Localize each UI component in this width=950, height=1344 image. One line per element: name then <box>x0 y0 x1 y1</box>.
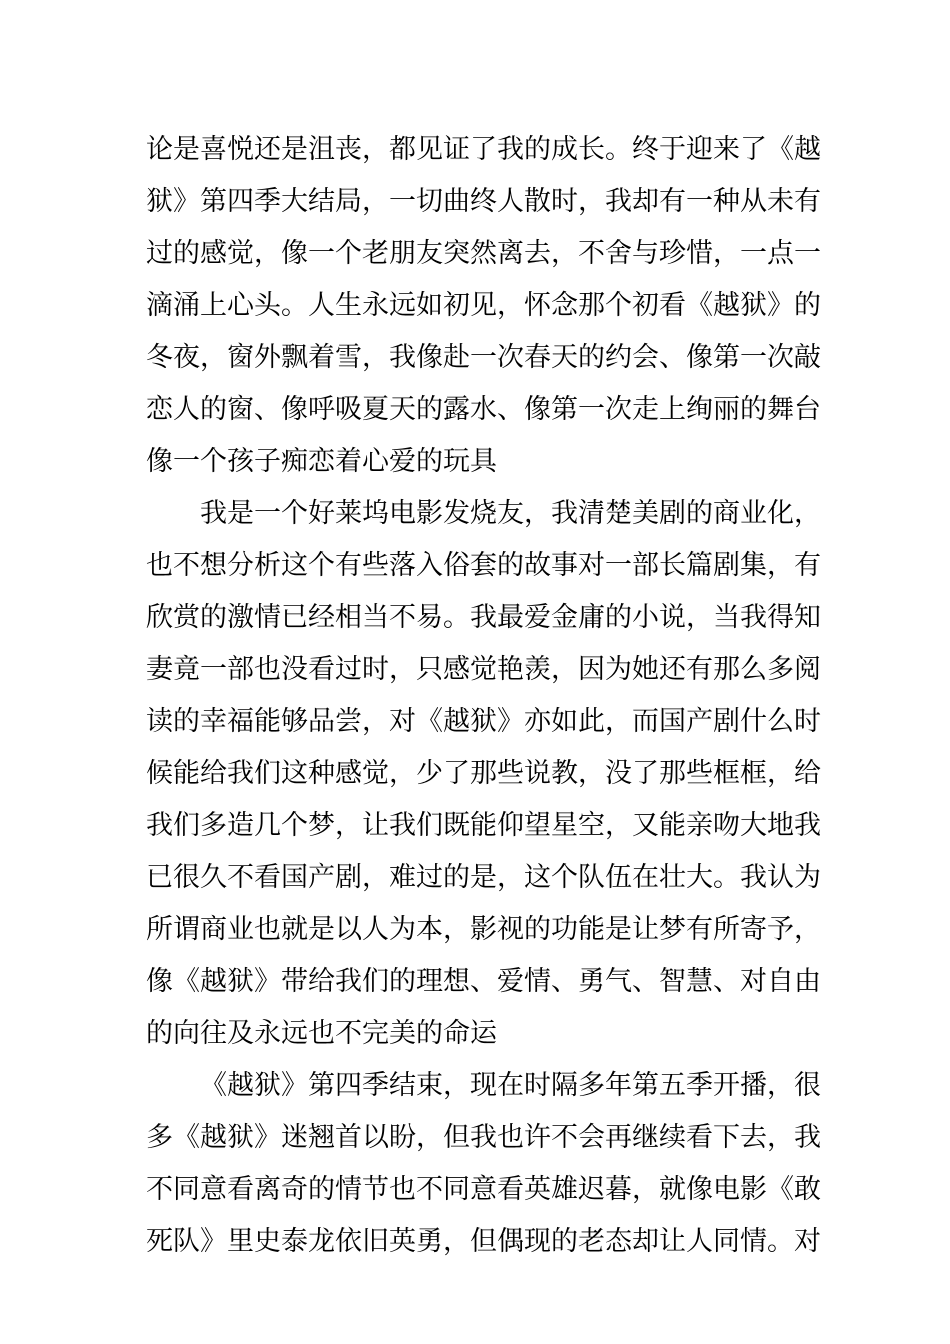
text-line: 冬夜，窗外飘着雪，我像赴一次春天的约会、像第一次敲 <box>146 342 821 373</box>
text-line: 也不想分析这个有些落入俗套的故事对一部长篇剧集，有 <box>146 550 821 581</box>
text-line: 已很久不看国产剧，难过的是，这个队伍在壮大。我认为 <box>146 862 821 893</box>
text-line: 我们多造几个梦，让我们既能仰望星空，又能亲吻大地我 <box>146 810 821 841</box>
text-line: 多《越狱》迷翘首以盼，但我也许不会再继续看下去，我 <box>146 1122 821 1153</box>
text-line: 妻竟一部也没看过时，只感觉艳羡，因为她还有那么多阅 <box>146 654 821 685</box>
text-line: 过的感觉，像一个老朋友突然离去，不舍与珍惜，一点一 <box>146 238 821 269</box>
text-line: 像一个孩子痴恋着心爱的玩具 <box>146 446 497 477</box>
body-text <box>146 124 821 1268</box>
paragraph-start-line: 《越狱》第四季结束，现在时隔多年第五季开播，很 <box>200 1070 821 1101</box>
text-line: 读的幸福能够品尝，对《越狱》亦如此，而国产剧什么时 <box>146 706 821 737</box>
paragraph-start-line: 我是一个好莱坞电影发烧友，我清楚美剧的商业化， <box>200 498 821 529</box>
text-line: 论是喜悦还是沮丧，都见证了我的成长。终于迎来了《越 <box>146 134 821 165</box>
text-line: 的向往及永远也不完美的命运 <box>146 1018 497 1049</box>
text-line: 像《越狱》带给我们的理想、爱情、勇气、智慧、对自由 <box>146 966 821 997</box>
text-line: 不同意看离奇的情节也不同意看英雄迟暮，就像电影《敢 <box>146 1174 821 1205</box>
text-line: 所谓商业也就是以人为本，影视的功能是让梦有所寄予， <box>146 914 821 945</box>
text-line: 滴涌上心头。人生永远如初见，怀念那个初看《越狱》的 <box>146 290 821 321</box>
text-line: 候能给我们这种感觉，少了那些说教，没了那些框框，给 <box>146 758 821 789</box>
text-line: 恋人的窗、像呼吸夏天的露水、像第一次走上绚丽的舞台 <box>146 394 821 425</box>
text-line: 狱》第四季大结局，一切曲终人散时，我却有一种从未有 <box>146 186 821 217</box>
text-line: 欣赏的激情已经相当不易。我最爱金庸的小说，当我得知 <box>146 602 821 633</box>
text-line: 死队》里史泰龙依旧英勇，但偶现的老态却让人同情。对 <box>146 1226 821 1257</box>
